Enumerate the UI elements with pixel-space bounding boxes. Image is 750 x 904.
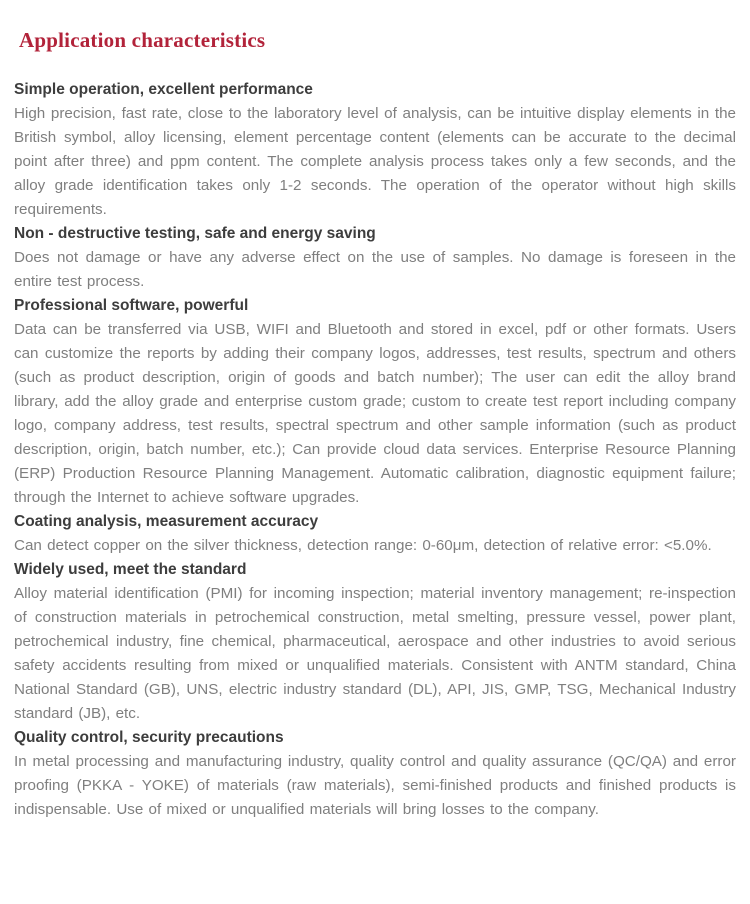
section-professional-software [14,294,736,510]
section-heading: Professional software, powerful [14,297,249,314]
section-paragraph: Can detect copper on the silver thickness, detection range: 0-60μm, detection of relative error: <5.0%. [14,537,712,554]
section-heading: Non - destructive testing, safe and energy saving [14,225,376,242]
section-non-destructive [14,222,736,294]
section-paragraph: High precision, fast rate, close to the laboratory level of analysis, can be intuitive display elements in the British symbol, alloy licensing, element percentage content (elements can be accurate to the decimal point after three) and ppm content. The complete analysis process takes only a few seconds, and the alloy grade identification takes only 1-2 seconds. The operation of the operator without high skills requirements. [14,105,736,218]
section-coating-analysis [14,510,736,558]
section-paragraph: Does not damage or have any adverse effect on the use of samples. No damage is foreseen in the entire test process. [14,249,736,290]
section-heading: Widely used, meet the standard [14,561,247,578]
section-heading: Quality control, security precautions [14,729,284,746]
section-paragraph: Data can be transferred via USB, WIFI and Bluetooth and stored in excel, pdf or other formats. Users can customize the reports by adding their company logos, addresses, test results, spectrum and others (such as product description, origin of goods and batch number); The user can edit the alloy brand library, add the alloy grade and enterprise custom grade; custom to create test report including company logo, company address, test results, spectral spectrum and other sample information (such as product description, origin, batch number, etc.); Can provide cloud data services. Enterprise Resource Planning (ERP) Production Resource Planning Management. Automatic calibration, diagnostic equipment failure; through the Internet to achieve software upgrades. [14,321,736,506]
section-simple-operation [14,78,736,222]
section-heading: Coating analysis, measurement accuracy [14,513,319,530]
section-heading: Simple operation, excellent performance [14,81,313,98]
page-title: Application characteristics [19,28,266,52]
section-paragraph: Alloy material identification (PMI) for incoming inspection; material inventory management; re-inspection of construction materials in petrochemical construction, metal smelting, pressure vessel, power plant, petrochemical industry, fine chemical, pharmaceutical, aerospace and other industries to avoid serious safety accidents resulting from mixed or unqualified materials. Consistent with ANTM standard, China National Standard (GB), UNS, electric industry standard (DL), API, JIS, GMP, TSG, Mechanical Industry standard (JB), etc. [14,585,736,722]
section-quality-control [14,726,736,822]
section-widely-used [14,558,736,726]
section-paragraph: In metal processing and manufacturing industry, quality control and quality assurance (QC/QA) and error proofing (PKKA - YOKE) of materials (raw materials), semi-finished products and finished products is indispensable. Use of mixed or unqualified materials will bring losses to the company. [14,753,736,818]
